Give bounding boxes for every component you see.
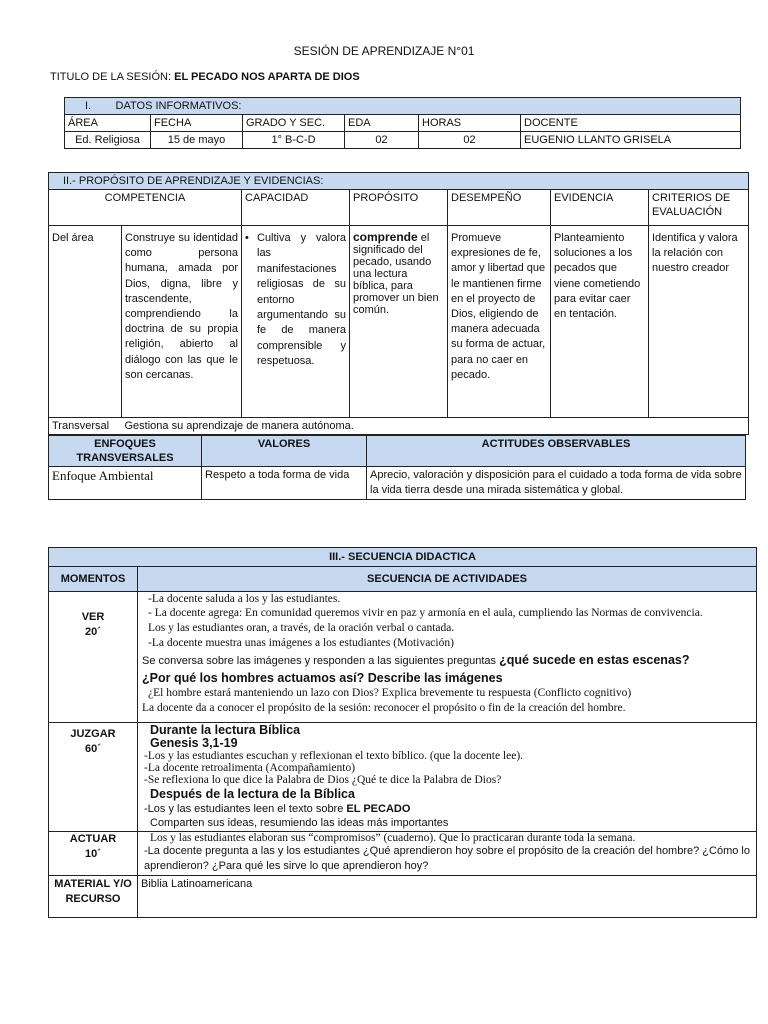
header-criterios: CRITERIOS DE EVALUACIÓN bbox=[649, 190, 749, 226]
ver-question-1: ¿qué sucede en estas escenas? bbox=[499, 653, 690, 667]
header-evidencia: EVIDENCIA bbox=[551, 190, 649, 226]
actuar-time: 10´ bbox=[85, 848, 101, 860]
actuar-activities bbox=[138, 832, 757, 876]
datos-section-header: I. DATOS INFORMATIVOS: bbox=[65, 98, 741, 115]
juzgar-heading-2: Genesis 3,1-19 bbox=[150, 736, 238, 750]
proposito-section-header: II.- PROPÓSITO DE APRENDIZAJE Y EVIDENCIAS: bbox=[49, 173, 749, 190]
proposito-table bbox=[48, 172, 749, 435]
juzgar-share: Comparten sus ideas, resumiendo las ideas más importantes bbox=[150, 817, 449, 829]
datos-value-eda: 02 bbox=[345, 132, 419, 149]
header-capacidad: CAPACIDAD bbox=[242, 190, 350, 226]
header-actitudes: ACTITUDES OBSERVABLES bbox=[367, 436, 746, 467]
juzgar-line-3: -Se reflexiona lo que dice la Palabra de Dios ¿Qué te dice la Palabra de Dios? bbox=[144, 774, 502, 786]
session-title: EL PECADO NOS APARTA DE DIOS bbox=[174, 71, 360, 83]
datos-value-fecha: 15 de mayo bbox=[151, 132, 243, 149]
juzgar-activities bbox=[138, 723, 757, 832]
ver-question-2: ¿Por qué los hombres actuamos así? Describe las imágenes bbox=[142, 671, 503, 685]
actuar-label: ACTUAR bbox=[69, 833, 117, 845]
ver-line-after-2: La docente da a conocer el propósito de la sesión: reconocer el propósito o fin de la creación del hombre. bbox=[142, 702, 626, 714]
juzgar-heading-1: Durante la lectura Bíblica bbox=[150, 723, 301, 737]
datos-header-area: ÁREA bbox=[65, 115, 151, 132]
capacidad-cell bbox=[242, 226, 350, 418]
competencia-text: Construye su identidad como persona humana, amada por Dios, digna, libre y trascendente, comprendiendo la doctrina de su propia religión, abierto al diálogo con las que le son cercanas. bbox=[122, 226, 242, 418]
header-competencia: COMPETENCIA bbox=[49, 190, 242, 226]
juzgar-line-1: -Los y las estudiantes escuchan y reflexionan el texto bíblico. (que la docente lee). bbox=[144, 750, 524, 762]
header-secuencia-actividades: SECUENCIA DE ACTIVIDADES bbox=[138, 567, 757, 592]
datos-informativos-table bbox=[64, 97, 741, 149]
proposito-cell bbox=[350, 226, 448, 418]
juzgar-label: JUZGAR bbox=[70, 728, 116, 740]
juzgar-read-intro: -Los y las estudiantes leen el texto sobre bbox=[144, 803, 347, 815]
juzgar-read-bold: EL PECADO bbox=[346, 803, 411, 815]
momento-juzgar bbox=[49, 723, 138, 832]
secuencia-table bbox=[48, 547, 757, 918]
datos-header-docente: DOCENTE bbox=[521, 115, 741, 132]
ver-line-1: -La docente saluda a los y las estudiantes. bbox=[148, 593, 341, 605]
datos-value-horas: 02 bbox=[419, 132, 521, 149]
datos-header-fecha: FECHA bbox=[151, 115, 243, 132]
juzgar-time: 60´ bbox=[85, 743, 101, 755]
ver-line-4: -La docente muestra unas imágenes a los estudiantes (Motivación) bbox=[148, 637, 454, 649]
material-value: Biblia Latinoamericana bbox=[138, 876, 757, 918]
datos-header-horas: HORAS bbox=[419, 115, 521, 132]
ver-time: 20´ bbox=[85, 626, 101, 638]
capacidad-text: Cultiva y valora las manifestaciones religiosas de su entorno argumentando su fe de manera comprensible y respetuosa. bbox=[257, 232, 346, 368]
juzgar-line-2: -La docente retroalimenta (Acompañamiento) bbox=[144, 762, 356, 774]
document-title: SESIÓN DE APRENDIZAJE N°01 bbox=[293, 44, 475, 58]
ver-line-after-1: ¿El hombre estará manteniendo un lazo con Dios? Explica brevemente tu respuesta (Conflicto cognitivo) bbox=[148, 687, 632, 699]
secuencia-section-header: III.- SECUENCIA DIDACTICA bbox=[49, 548, 757, 567]
datos-value-docente: EUGENIO LLANTO GRISELA bbox=[521, 132, 741, 149]
actuar-line-1: Los y las estudiantes elaboran sus “compromisos” (cuaderno). Que lo practicaran durante toda la semana. bbox=[150, 832, 636, 844]
ver-label: VER bbox=[81, 611, 105, 623]
actitud-text: Aprecio, valoración y disposición para el cuidado a toda forma de vida sobre la vida tierra desde una mirada sistemática y global. bbox=[367, 467, 746, 500]
proposito-text: el significado del pecado, usando una lectura bíblica, para promover un bien común. bbox=[353, 232, 439, 316]
ver-activities bbox=[138, 592, 757, 723]
juzgar-heading-3: Después de la lectura de la Bíblica bbox=[150, 787, 355, 801]
datos-value-area: Ed. Religiosa bbox=[65, 132, 151, 149]
material-label: MATERIAL Y/O RECURSO bbox=[49, 876, 138, 918]
juzgar-read-line bbox=[144, 802, 753, 816]
actuar-line-2: -La docente pregunta a las y los estudiantes ¿Qué aprendieron hoy sobre el propósito de la creación del hombre? ¿Cómo lo aprendieron? ¿Para qué les sirve lo que aprendieron hoy? bbox=[144, 845, 750, 872]
momento-ver bbox=[49, 592, 138, 723]
ver-line-3: Los y las estudiantes oran, a través, de la oración verbal o cantada. bbox=[148, 622, 455, 634]
bullet-icon: • bbox=[245, 232, 249, 244]
proposito-bold: comprende bbox=[353, 230, 418, 244]
valor-text: Respeto a toda forma de vida bbox=[202, 467, 367, 500]
transversal-label: Transversal bbox=[49, 418, 122, 435]
datos-header-eda: EDA bbox=[345, 115, 419, 132]
session-title-label: TITULO DE LA SESIÓN: bbox=[50, 71, 172, 83]
datos-value-grado: 1° B-C-D bbox=[243, 132, 345, 149]
session-title-line bbox=[50, 71, 360, 83]
enfoque-ambiental: Enfoque Ambiental bbox=[49, 467, 202, 500]
enfoques-table bbox=[48, 435, 746, 500]
header-proposito: PROPÓSITO bbox=[350, 190, 448, 226]
desempeno-text: Promueve expresiones de fe, amor y libertad que le mantienen firme en el proyecto de Dios, eligiendo de manera adecuada su forma de actuar, para no caer en pecado. bbox=[448, 226, 551, 418]
header-desempeno: DESEMPEÑO bbox=[448, 190, 551, 226]
header-momentos: MOMENTOS bbox=[49, 567, 138, 592]
criterios-text: Identifica y valora la relación con nuestro creador bbox=[649, 226, 749, 418]
ver-question-line bbox=[142, 651, 753, 670]
evidencia-text: Planteamiento soluciones a los pecados que viene cometiendo para evitar caer en tentación. bbox=[551, 226, 649, 418]
header-enfoques: ENFOQUES TRANSVERSALES bbox=[49, 436, 202, 467]
datos-header-grado: GRADO Y SEC. bbox=[243, 115, 345, 132]
area-label: Del área bbox=[49, 226, 122, 418]
transversal-text: Gestiona su aprendizaje de manera autónoma. bbox=[122, 418, 749, 435]
ver-question-intro: Se conversa sobre las imágenes y responden a las siguientes preguntas bbox=[142, 655, 500, 667]
ver-line-2: - La docente agrega: En comunidad queremos vivir en paz y armonía en el aula, cumpliendo las Normas de convivencia. bbox=[148, 607, 703, 619]
header-valores: VALORES bbox=[202, 436, 367, 467]
momento-actuar bbox=[49, 832, 138, 876]
